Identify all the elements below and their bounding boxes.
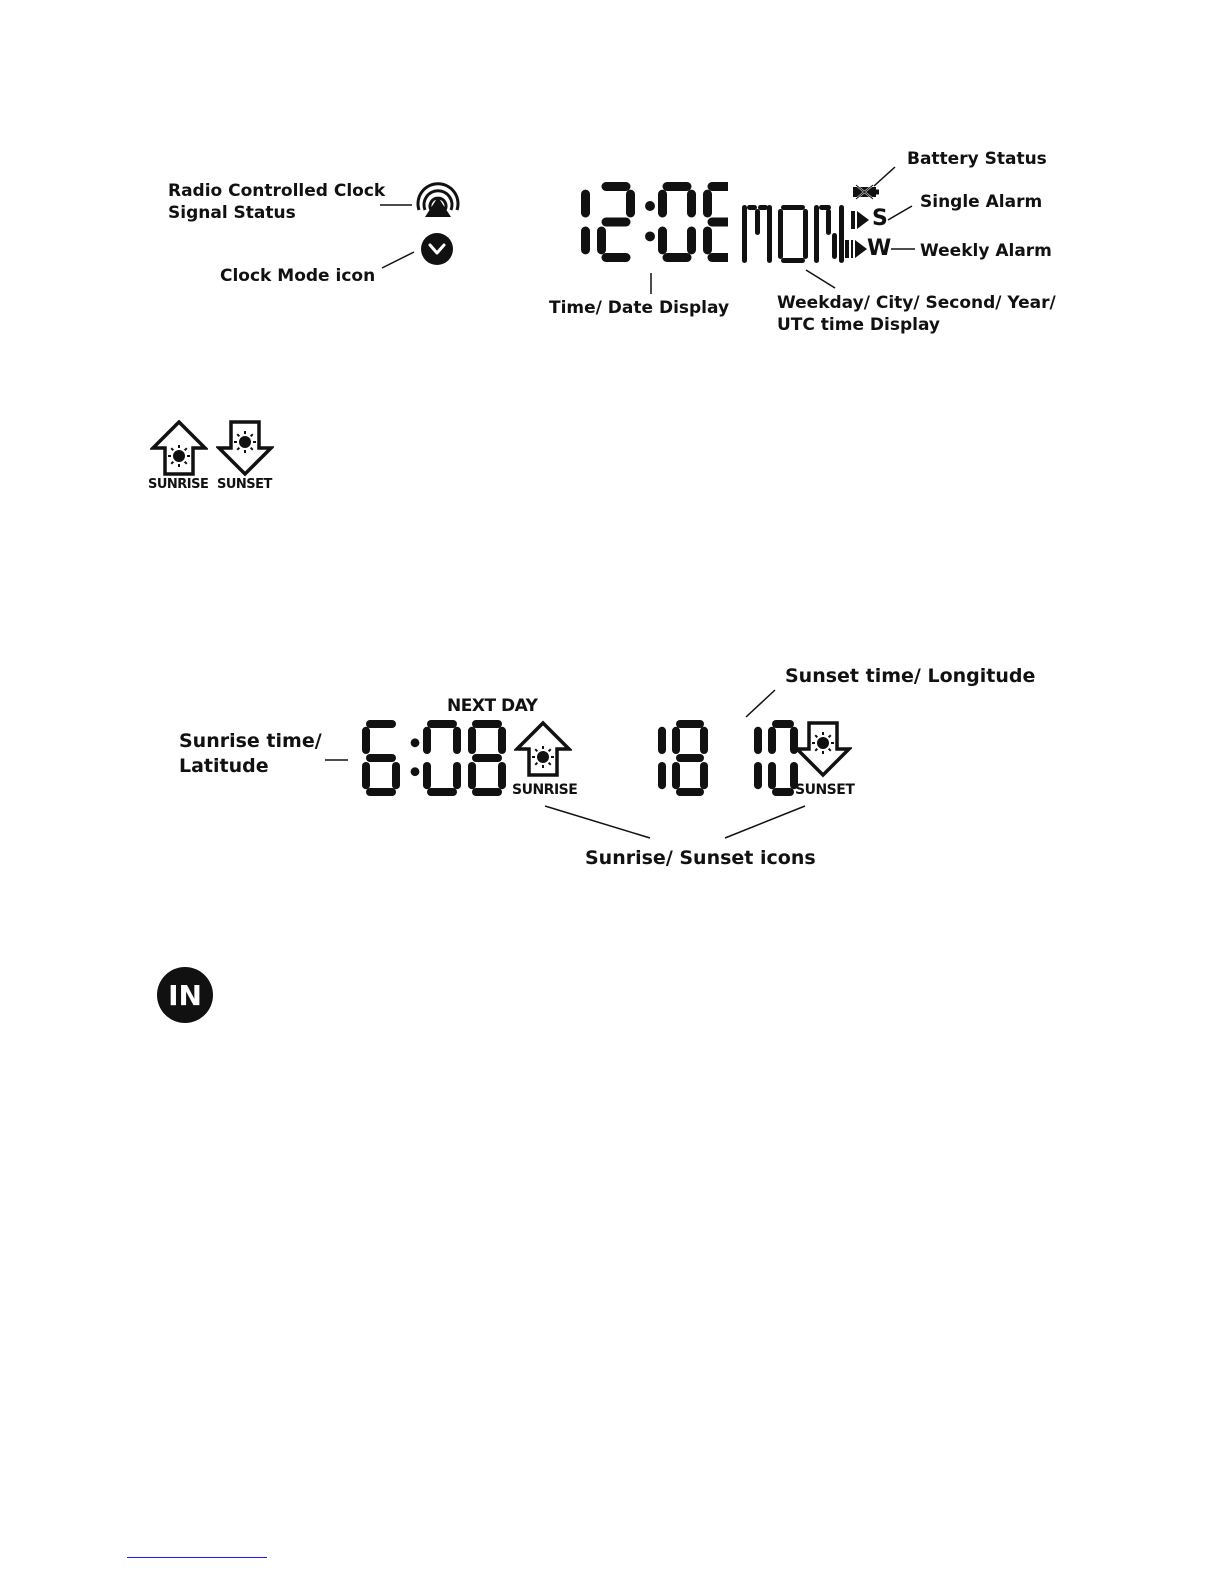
lcd-digit-1 xyxy=(658,727,666,789)
battery-icon xyxy=(851,184,881,200)
sunset-hour-display xyxy=(628,718,708,800)
sunrise-sunset-icons-label: Sunrise/ Sunset icons xyxy=(585,847,816,869)
lcd-digit-0 xyxy=(423,720,461,796)
battery-status-label: Battery Status xyxy=(907,149,1047,169)
time-date-display-label: Time/ Date Display xyxy=(549,298,730,318)
single-alarm-label: Single Alarm xyxy=(920,192,1043,212)
sunset-minute-display xyxy=(730,718,800,800)
lcd-digit-1 xyxy=(754,727,762,789)
sunset-hour-digits xyxy=(658,720,708,796)
sunset-time-longitude-label: Sunset time/ Longitude xyxy=(785,665,1036,687)
sunrise-icon xyxy=(150,420,208,476)
lcd-digit-6 xyxy=(362,720,400,796)
sunrise-time-latitude-label: Sunrise time/ Latitude xyxy=(179,730,322,777)
sunset-icon xyxy=(216,420,274,476)
lcd-digit-8 xyxy=(468,720,506,796)
weekday-glyph-M xyxy=(742,205,772,263)
indoor-icon-text: IN xyxy=(168,979,202,1012)
lcd-digit-8 xyxy=(672,720,708,796)
next-day-indicator: NEXT DAY xyxy=(447,696,538,716)
leader-sunset-icon xyxy=(725,806,805,838)
sunrise-digits xyxy=(362,720,506,796)
single-alarm-icon xyxy=(849,207,873,233)
footnote-rule xyxy=(127,1557,267,1558)
sunset-minute-digits xyxy=(754,720,798,796)
weekday-glyphs xyxy=(742,205,844,263)
lcd-colon xyxy=(411,738,420,776)
weekly-alarm-icon xyxy=(843,236,869,262)
main-time-digits xyxy=(581,182,728,262)
lcd-digit-0 xyxy=(658,182,696,262)
clock-mode-icon xyxy=(420,232,454,266)
leader-weekday xyxy=(806,270,835,288)
leader-sunset-longitude xyxy=(746,690,775,717)
lcd-digit-1 xyxy=(581,190,590,255)
weekly-alarm-label: Weekly Alarm xyxy=(920,241,1052,261)
radio-signal-icon xyxy=(414,180,462,226)
single-alarm-letter: S xyxy=(872,206,888,231)
sunrise-lcd-icon xyxy=(514,720,572,778)
weekday-glyph-O xyxy=(778,205,808,263)
leader-clock-mode xyxy=(382,252,414,268)
sunrise-time-display xyxy=(358,718,508,800)
leader-single-alarm xyxy=(888,206,912,220)
leader-sunrise-icon xyxy=(545,806,650,838)
sunset-lcd-icon-label: SUNSET xyxy=(795,782,855,798)
weekday-display-label: Weekday/ City/ Second/ Year/ UTC time Display xyxy=(777,293,1056,335)
lcd-digit-2 xyxy=(597,182,635,262)
radio-signal-status-label: Radio Controlled Clock Signal Status xyxy=(168,181,386,223)
weekday-display xyxy=(740,203,852,265)
indoor-icon xyxy=(156,966,214,1024)
clock-mode-icon-label: Clock Mode icon xyxy=(220,266,376,286)
sunset-icon-label: SUNSET xyxy=(217,477,272,492)
lcd-colon xyxy=(645,201,655,241)
lcd-digit-8 xyxy=(703,182,728,262)
sunset-lcd-icon xyxy=(794,720,852,778)
weekly-alarm-letter: W xyxy=(867,236,891,261)
sunrise-lcd-icon-label: SUNRISE xyxy=(512,782,578,798)
time-display xyxy=(548,178,728,268)
sunrise-icon-label: SUNRISE xyxy=(148,477,209,492)
weekday-glyph-N xyxy=(814,205,844,263)
